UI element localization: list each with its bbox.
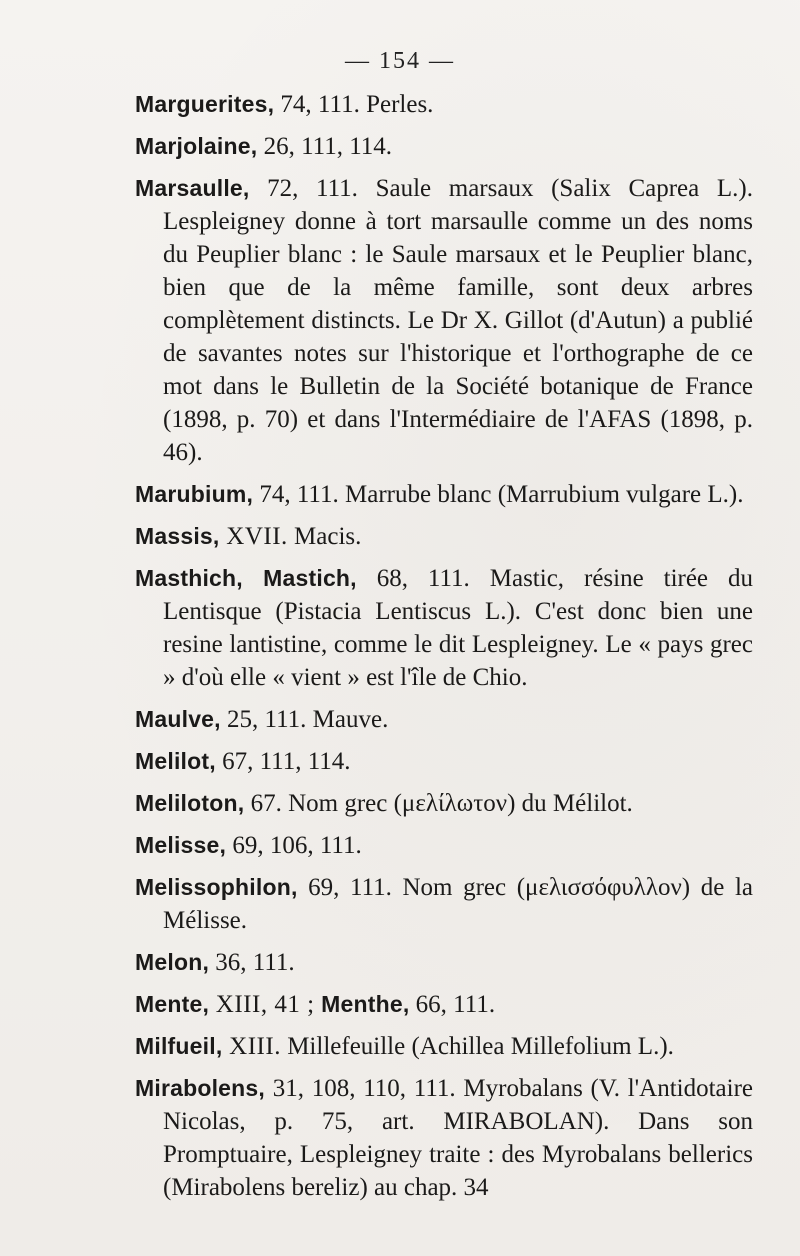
headword: Maulve, — [135, 706, 221, 732]
glossary-entry — [135, 478, 753, 511]
headword: Meliloton, — [135, 790, 245, 816]
page-refs: XIII. — [222, 1033, 281, 1060]
page-refs: 69, 106, 111. — [226, 832, 362, 859]
headword: Massis, — [135, 523, 220, 549]
glossary-list — [135, 88, 753, 1213]
headword: Masthich, Mastich, — [135, 565, 357, 591]
glossary-entry — [135, 562, 753, 694]
page-refs: 67, 111, 114. — [215, 748, 351, 775]
page-refs: 36, 111. — [209, 949, 295, 976]
headword: Marguerites, — [135, 91, 275, 117]
headword: Milfueil, — [135, 1033, 223, 1059]
glossary-entry — [135, 520, 753, 553]
glossary-entry — [135, 172, 753, 469]
definition: Mastic, résine tirée du Lentisque (Pistacia Lentiscus L.). C'est donc bien une resine lantistine, comme le dit Lespleigney. Le « pays grec » d'où elle « vient » est l'île de Chio. — [163, 565, 753, 691]
glossary-entry — [135, 787, 753, 820]
page-refs: XIII, 41 ; — [209, 991, 315, 1018]
headword: Mente, — [135, 991, 210, 1017]
definition: Macis. — [287, 523, 362, 550]
page-number: — 154 — — [345, 48, 455, 74]
glossary-entry — [135, 829, 753, 862]
page-refs: 31, 108, 110, 111. — [265, 1075, 456, 1102]
glossary-entry — [135, 946, 753, 979]
glossary-entry — [135, 745, 753, 778]
definition: Mauve. — [306, 706, 389, 733]
definition: Millefeuille (Achillea Millefolium L.). — [280, 1033, 674, 1060]
headword: Melilot, — [135, 748, 216, 774]
page-refs: 74, 111. — [253, 481, 339, 508]
headword: Melon, — [135, 949, 210, 975]
page-refs: XVII. — [219, 523, 288, 550]
glossary-entry — [135, 703, 753, 736]
glossary-entry — [135, 988, 753, 1021]
definition: Nom grec (μελίλωτον) du Mélilot. — [281, 790, 633, 817]
page-refs: 25, 111. — [220, 706, 307, 733]
headword-variant: Menthe, — [314, 991, 410, 1017]
page-refs: 68, 111. — [356, 565, 470, 592]
headword: Mirabolens, — [135, 1075, 266, 1101]
definition: Perles. — [359, 91, 434, 118]
page-refs: 74, 111. — [274, 91, 360, 118]
page-refs: 67. — [244, 790, 282, 817]
headword: Marjolaine, — [135, 133, 258, 159]
page-refs-variant: 66, 111. — [409, 991, 496, 1018]
headword: Melissophilon, — [135, 874, 298, 900]
glossary-entry — [135, 871, 753, 937]
definition: Marrube blanc (Marrubium vulgare L.). — [338, 481, 744, 508]
glossary-entry — [135, 1030, 753, 1063]
headword: Marsaulle, — [135, 175, 250, 201]
headword: Marubium, — [135, 481, 254, 507]
glossary-entry — [135, 130, 753, 163]
glossary-entry — [135, 1072, 753, 1204]
glossary-entry — [135, 88, 753, 121]
page-refs: 72, 111. — [249, 175, 358, 202]
headword: Melisse, — [135, 832, 227, 858]
definition: Myrobalans (V. l'Antidotaire Nicolas, p. 75, art. MIRABOLAN). Dans son Promptuaire, Lespleigney traite : des Myrobalans bellerics (Mirabolens bereliz) au chap. 34 — [163, 1075, 754, 1201]
definition: Saule marsaux (Salix Caprea L.). Lespleigney donne à tort marsaulle comme un des noms du Peuplier blanc : le Saule marsaux et le Peuplier blanc, bien que de la même famille, sont deux arbres complètement distincts. Le Dr X. Gillot (d'Autun) a publié de savantes notes sur l'historique et l'orthographe de ce mot dans le Bulletin de la Société botanique de France (1898, p. 70) et dans l'Intermédiaire de l'AFAS (1898, p. 46). — [163, 175, 753, 466]
page-refs: 69, 111. — [297, 874, 392, 901]
page-refs: 26, 111, 114. — [257, 133, 393, 160]
definition: Nom grec (μελισσόφυλλον) de la Mélisse. — [163, 874, 753, 934]
